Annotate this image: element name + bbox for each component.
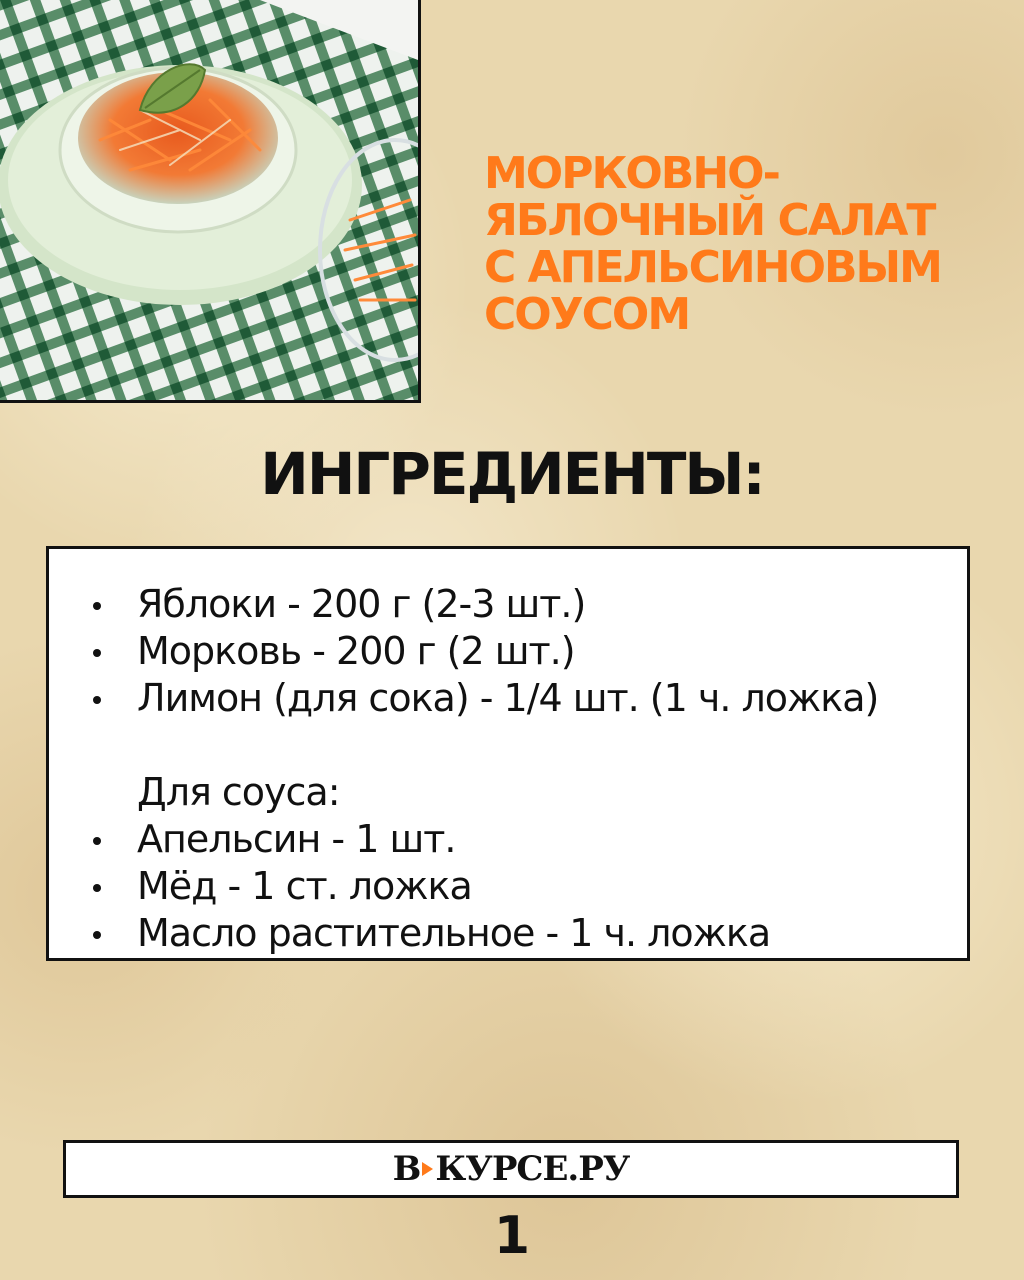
recipe-title-line: СОУСОМ <box>484 289 690 340</box>
recipe-title-line: ЯБЛОЧНЫЙ САЛАТ <box>484 195 935 246</box>
page-number: 1 <box>493 1206 531 1266</box>
ingredient-text: Морковь - 200 г (2 шт.) <box>137 629 575 673</box>
bullet-icon <box>93 696 101 704</box>
ingredient-text: Масло растительное - 1 ч. ложка <box>137 911 771 955</box>
recipe-title-line: С АПЕЛЬСИНОВЫМ <box>484 242 941 293</box>
ingredient-text: Лимон (для сока) - 1/4 шт. (1 ч. ложка) <box>137 676 879 720</box>
recipe-title <box>484 150 1014 338</box>
bullet-icon <box>93 602 101 610</box>
list-spacer <box>49 722 967 769</box>
sauce-ingredient-item <box>49 910 967 957</box>
ingredients-heading: ИНГРЕДИЕНТЫ: <box>260 440 764 508</box>
salad-photo <box>0 0 421 403</box>
bullet-icon <box>93 884 101 892</box>
sauce-ingredient-item <box>49 863 967 910</box>
brand-left: В <box>392 1149 421 1189</box>
bullet-icon <box>93 837 101 845</box>
bullet-icon <box>93 649 101 657</box>
sauce-ingredient-item <box>49 816 967 863</box>
sauce-label: Для соуса: <box>137 770 340 814</box>
brand-bar <box>63 1140 959 1198</box>
salad-bowl-photo-illustration <box>0 0 418 400</box>
ingredient-item <box>49 675 967 722</box>
ingredient-text: Мёд - 1 ст. ложка <box>137 864 472 908</box>
ingredients-box <box>46 546 970 961</box>
play-arrow-icon <box>422 1162 433 1176</box>
brand-logo <box>393 1149 630 1189</box>
ingredient-text: Апельсин - 1 шт. <box>137 817 456 861</box>
ingredient-item <box>49 581 967 628</box>
ingredient-item <box>49 628 967 675</box>
recipe-title-line: МОРКОВНО- <box>484 148 779 199</box>
ingredient-text: Яблоки - 200 г (2-3 шт.) <box>137 582 586 626</box>
ingredients-list <box>49 581 967 957</box>
bullet-icon <box>93 931 101 939</box>
brand-right: КУРСЕ.РУ <box>435 1149 630 1189</box>
